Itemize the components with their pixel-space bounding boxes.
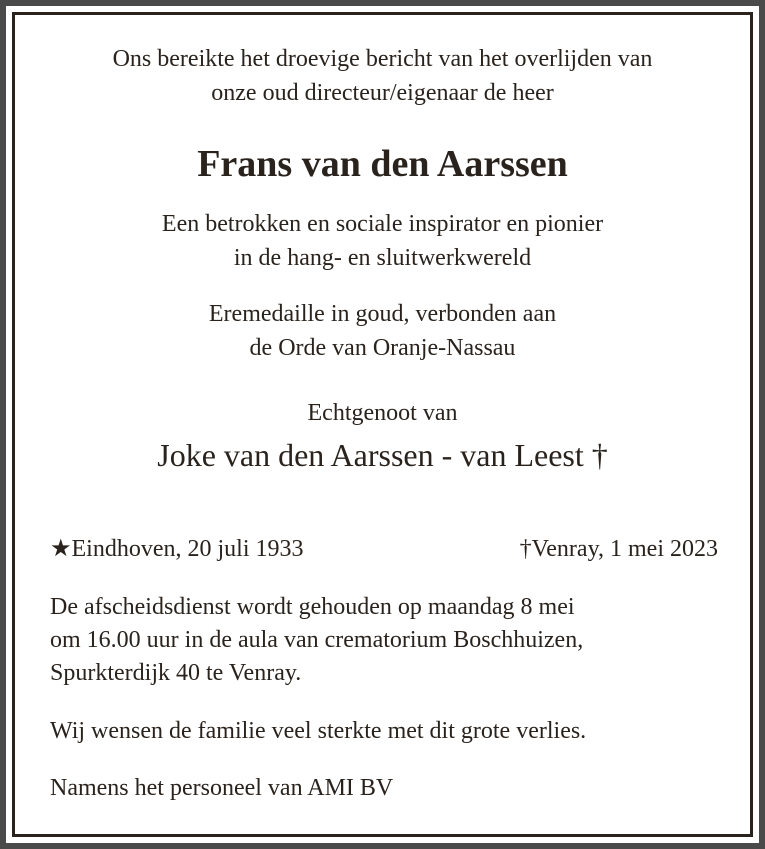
service-line-1: De afscheidsdienst wordt gehouden op maandag 8 mei	[50, 594, 575, 620]
honour-line-1: Eremedaille in goud, verbonden aan	[208, 301, 557, 327]
condolence-wish: Wij wensen de familie veel sterkte met dit grote verlies.	[50, 718, 587, 744]
intro-line-1: Ons bereikte het droevige bericht van het overlijden van	[112, 46, 653, 72]
deceased-name: Frans van den Aarssen	[197, 143, 568, 185]
service-line-2: om 16.00 uur in de aula van crematorium Boschhuizen,	[50, 627, 584, 653]
spouse-label: Echtgenoot van	[307, 400, 458, 426]
honour-line-2: de Orde van Oranje-Nassau	[249, 335, 516, 361]
signature: Namens het personeel van AMI BV	[50, 775, 394, 801]
obituary-card	[6, 6, 759, 843]
tribute-line-1: Een betrokken en sociale inspirator en pionier	[161, 211, 604, 237]
tribute-line-2: in de hang- en sluitwerkwereld	[233, 245, 532, 271]
obituary-border	[12, 12, 753, 837]
service-line-3: Spurkterdijk 40 te Venray.	[50, 660, 302, 686]
birth-info: ★Eindhoven, 20 juli 1933	[50, 536, 304, 562]
death-info: †Venray, 1 mei 2023	[519, 536, 718, 562]
spouse-name: Joke van den Aarssen - van Leest †	[157, 437, 608, 473]
intro-line-2: onze oud directeur/eigenaar de heer	[211, 80, 554, 106]
